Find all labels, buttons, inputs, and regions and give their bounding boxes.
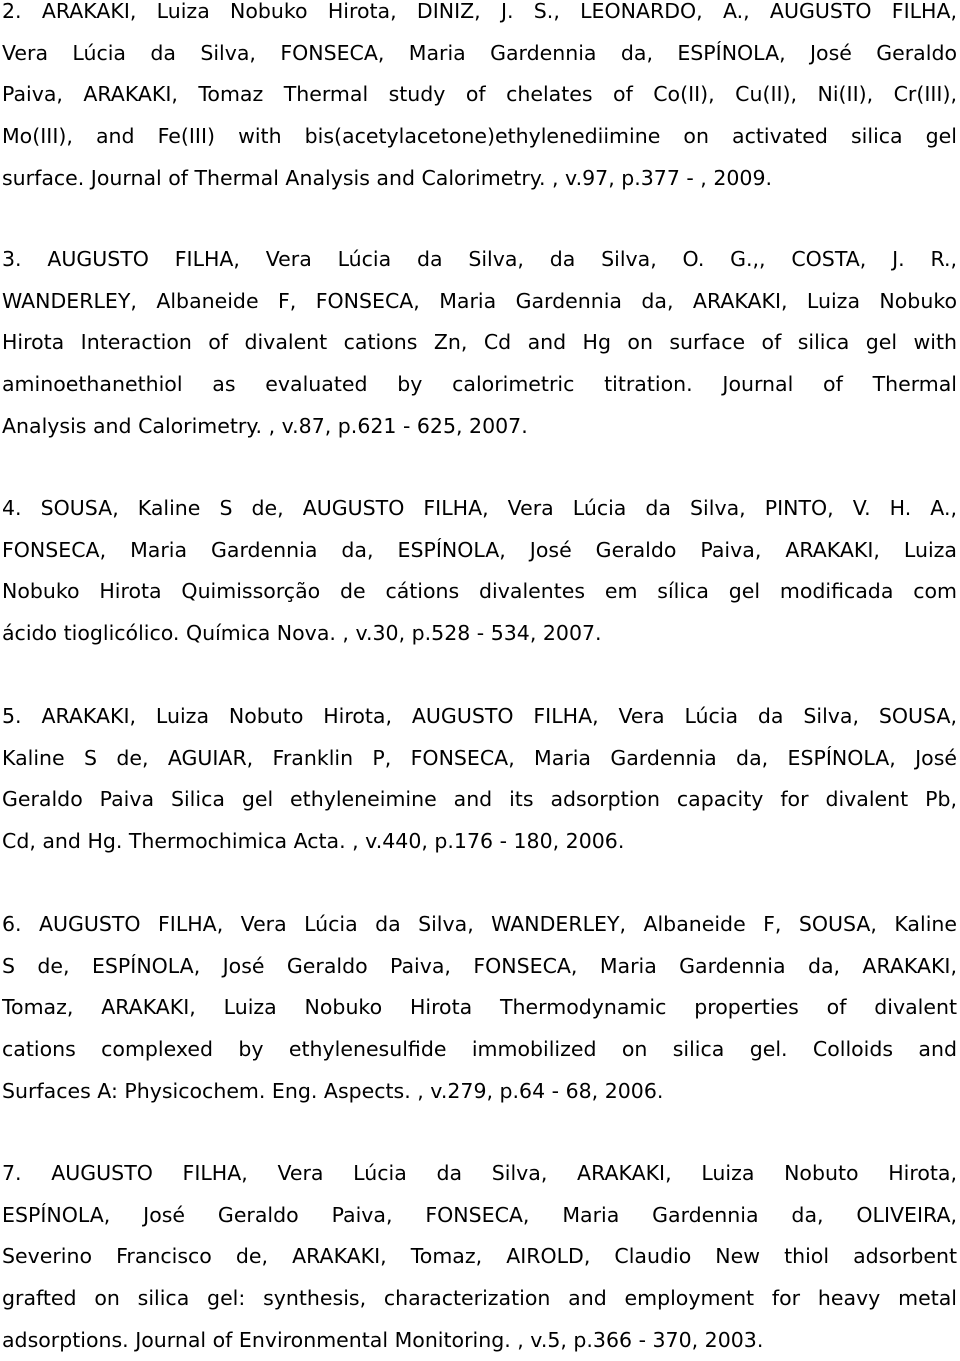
reference-line: 3. AUGUSTO FILHA, Vera Lúcia da Silva, da Silva, O. G.,, COSTA, J. R., <box>2 247 957 271</box>
reference-line: grafted on silica gel: synthesis, characterization and employment for heavy metal <box>2 1286 957 1311</box>
reference-line: 7. AUGUSTO FILHA, Vera Lúcia da Silva, ARAKAKI, Luiza Nobuto Hirota, <box>2 1161 957 1185</box>
reference-item-6 <box>2 904 957 1112</box>
reference-line: Analysis and Calorimetry. , v.87, p.621 - 625, 2007. <box>2 413 528 438</box>
reference-line: Surfaces A: Physicochem. Eng. Aspects. , v.279, p.64 - 68, 2006. <box>2 1078 664 1103</box>
reference-line: 4. SOUSA, Kaline S de, AUGUSTO FILHA, Vera Lúcia da Silva, PINTO, V. H. A., <box>2 496 957 520</box>
reference-line: Kaline S de, AGUIAR, Franklin P, FONSECA, Maria Gardennia da, ESPÍNOLA, José <box>2 745 957 770</box>
reference-line: 6. AUGUSTO FILHA, Vera Lúcia da Silva, WANDERLEY, Albaneide F, SOUSA, Kaline <box>2 912 957 936</box>
reference-line: ácido tioglicólico. Química Nova. , v.30, p.528 - 534, 2007. <box>2 621 602 646</box>
reference-line: Paiva, ARAKAKI, Tomaz Thermal study of chelates of Co(II), Cu(II), Ni(II), Cr(III), <box>2 82 957 107</box>
reference-line: cations complexed by ethylenesulfide immobilized on silica gel. Colloids and <box>2 1037 957 1062</box>
reference-line: S de, ESPÍNOLA, José Geraldo Paiva, FONSECA, Maria Gardennia da, ARAKAKI, <box>2 953 957 978</box>
reference-line: Vera Lúcia da Silva, FONSECA, Maria Gardennia da, ESPÍNOLA, José Geraldo <box>2 40 957 65</box>
reference-item-3 <box>2 239 957 447</box>
reference-line: Mo(III), and Fe(III) with bis(acetylacetone)ethylenediimine on activated silica gel <box>2 124 957 149</box>
reference-line: surface. Journal of Thermal Analysis and Calorimetry. , v.97, p.377 - , 2009. <box>2 165 773 190</box>
reference-line: ESPÍNOLA, José Geraldo Paiva, FONSECA, Maria Gardennia da, OLIVEIRA, <box>2 1202 957 1227</box>
reference-line: WANDERLEY, Albaneide F, FONSECA, Maria Gardennia da, ARAKAKI, Luiza Nobuko <box>2 288 957 313</box>
reference-item-7 <box>2 1153 957 1361</box>
reference-line: adsorptions. Journal of Environmental Monitoring. , v.5, p.366 - 370, 2003. <box>2 1327 764 1352</box>
reference-item-4 <box>2 488 957 655</box>
reference-line: Tomaz, ARAKAKI, Luiza Nobuko Hirota Thermodynamic properties of divalent <box>2 995 957 1020</box>
reference-line: Geraldo Paiva Silica gel ethyleneimine and its adsorption capacity for divalent Pb, <box>2 787 957 812</box>
reference-item-5 <box>2 696 957 863</box>
reference-line: 2. ARAKAKI, Luiza Nobuko Hirota, DINIZ, J. S., LEONARDO, A., AUGUSTO FILHA, <box>2 0 957 23</box>
reference-line: FONSECA, Maria Gardennia da, ESPÍNOLA, José Geraldo Paiva, ARAKAKI, Luiza <box>2 537 957 562</box>
reference-line: 5. ARAKAKI, Luiza Nobuto Hirota, AUGUSTO FILHA, Vera Lúcia da Silva, SOUSA, <box>2 704 957 728</box>
reference-line: aminoethanethiol as evaluated by calorimetric titration. Journal of Thermal <box>2 372 957 397</box>
reference-item-2 <box>2 0 957 199</box>
reference-line: Cd, and Hg. Thermochimica Acta. , v.440, p.176 - 180, 2006. <box>2 829 625 854</box>
reference-line: Severino Francisco de, ARAKAKI, Tomaz, AIROLD, Claudio New thiol adsorbent <box>2 1244 957 1269</box>
reference-line: Nobuko Hirota Quimissorção de cátions divalentes em sílica gel modificada com <box>2 579 957 604</box>
reference-line: Hirota Interaction of divalent cations Zn, Cd and Hg on surface of silica gel with <box>2 330 957 355</box>
